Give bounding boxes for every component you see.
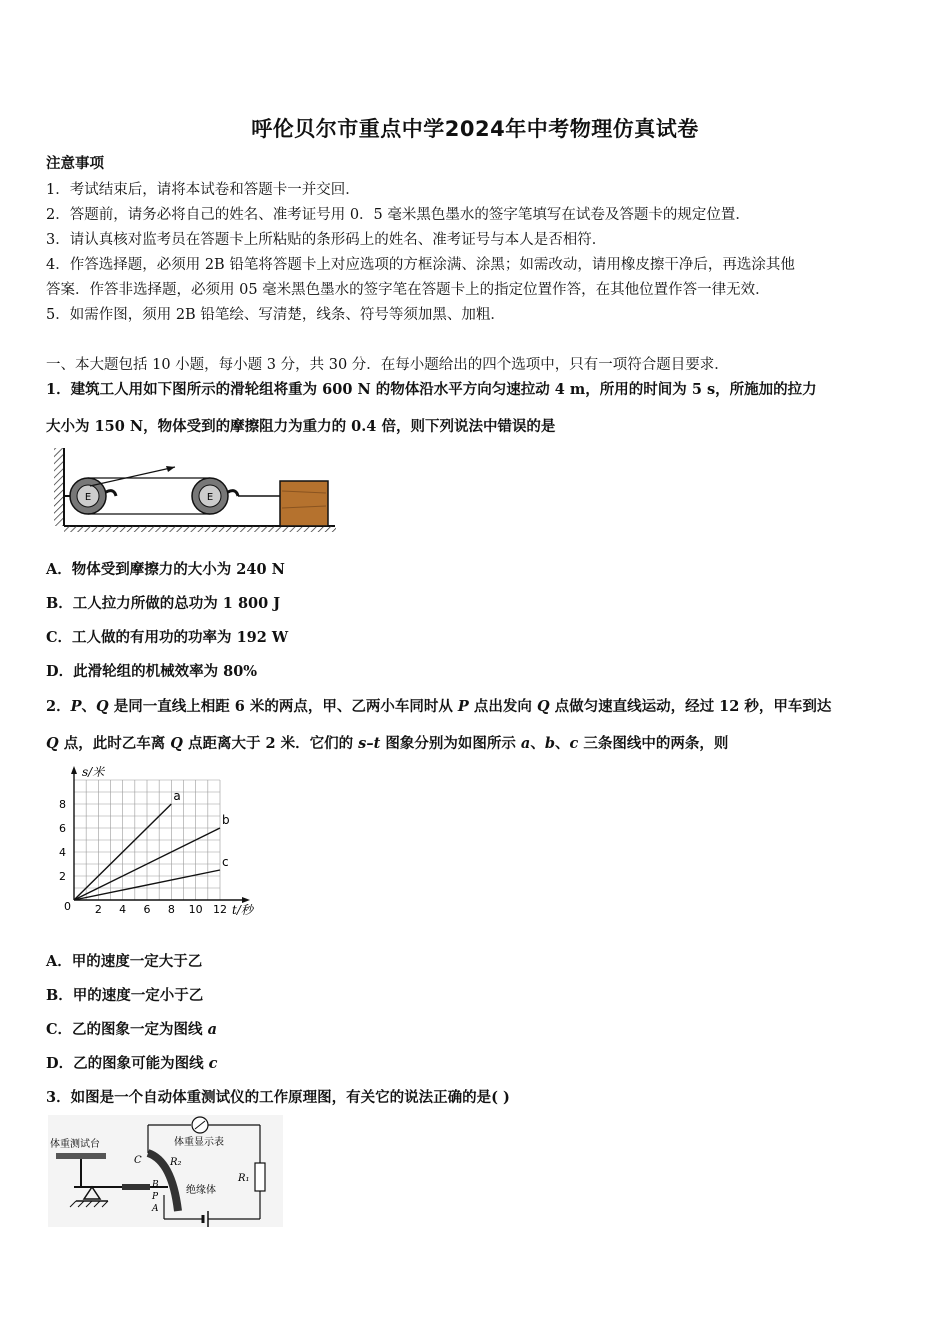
pulley-figure	[50, 446, 340, 536]
right-pulley	[192, 478, 238, 514]
q1-text-line2: 大小为 150 N，物体受到的摩擦阻力为重力的 0.4 倍，则下列说法中错误的是	[46, 418, 556, 435]
q2-option-d[interactable]: D．乙的图象可能为图线 c	[46, 1055, 218, 1072]
origin-label: 0	[64, 900, 71, 913]
pull-arrow	[90, 467, 175, 486]
notice-item-3: 3．请认真核对监考员在答题卡上所粘贴的条形码上的姓名、准考证号与本人是否相符．	[46, 232, 607, 248]
display-label: 体重显示表	[174, 1137, 224, 1148]
notice-item-4: 4．作答选择题，必须用 2B 铅笔将答题卡上对应选项的方框涂满、涂黑；如需改动，请用橡皮擦干净后，再选涂其他	[46, 257, 795, 273]
svg-text:P: P	[152, 1192, 159, 1202]
svg-text:C: C	[134, 1155, 142, 1166]
q1-option-d[interactable]: D．此滑轮组的机械效率为 80%	[46, 663, 258, 680]
series-label-b: b	[222, 813, 230, 827]
q2-option-b[interactable]: B．甲的速度一定小于乙	[46, 987, 204, 1004]
x-tick-label: 4	[119, 903, 127, 916]
q2-text-line2: Q 点，此时乙车离 Q 点距离大于 2 米．它们的 s–t 图象分别为如图所示 a、b、c 三条图线中的两条，则	[46, 735, 729, 752]
notice-heading: 注意事项	[46, 155, 104, 172]
x-tick-label: 2	[94, 903, 102, 916]
left-pulley	[70, 478, 116, 514]
st-chart	[50, 760, 260, 920]
platform-label: 体重测试台	[50, 1139, 100, 1150]
svg-text:B: B	[152, 1180, 159, 1190]
x-axis-label: t/秒	[232, 903, 253, 917]
notice-item-5: 5．如需作图，须用 2B 铅笔绘、写清楚，线条、符号等须加黑、加粗．	[46, 307, 505, 323]
q2-option-c[interactable]: C．乙的图象一定为图线 a	[46, 1021, 217, 1038]
svg-text:A: A	[152, 1204, 159, 1214]
notice-item-4-cont: 答案．作答非选择题，必须用 05 毫米黑色墨水的签字笔在答题卡上的指定位置作答，在其他位置作答一律无效．	[46, 282, 770, 298]
weight-tester-figure	[48, 1115, 283, 1227]
resistor-r1	[255, 1163, 265, 1191]
section-heading: 一、本大题包括 10 小题，每小题 3 分，共 30 分．在每小题给出的四个选项中，只有一项符合题目要求．	[46, 357, 729, 373]
insulator-label: 绝缘体	[186, 1185, 216, 1196]
svg-text:E: E	[84, 492, 92, 503]
x-tick-label: 8	[167, 903, 175, 916]
series-label-a: a	[173, 789, 181, 803]
wooden-block	[280, 481, 328, 526]
notice-item-2: 2．答题前，请务必将自己的姓名、准考证号用 0．5 毫米黑色墨水的签字笔填写在试卷及答题卡的规定位置．	[46, 207, 750, 223]
wall	[54, 448, 64, 526]
notice-item-1: 1．考试结束后，请将本试卷和答题卡一并交回．	[46, 182, 360, 198]
page-title: 呼伦贝尔市重点中学2024年中考物理仿真试卷	[251, 117, 699, 141]
series-label-c: c	[222, 855, 229, 869]
x-tick-label: 12	[213, 903, 227, 916]
q2-option-a[interactable]: A．甲的速度一定大于乙	[46, 953, 203, 970]
x-tick-label: 6	[143, 903, 151, 916]
q1-option-c[interactable]: C．工人做的有用功的功率为 192 W	[46, 629, 289, 646]
svg-text:E: E	[206, 492, 214, 503]
platform-plate	[56, 1153, 106, 1159]
y-axis-label: s/米	[82, 765, 105, 779]
svg-text:R₂: R₂	[170, 1157, 182, 1168]
y-tick-label: 4	[59, 846, 66, 859]
x-tick-label: 10	[188, 903, 203, 916]
svg-text:R₁: R₁	[238, 1173, 250, 1184]
q1-option-a[interactable]: A．物体受到摩擦力的大小为 240 N	[46, 561, 285, 578]
q1-text-line1: 1．建筑工人用如下图所示的滑轮组将重为 600 N 的物体沿水平方向匀速拉动 4 m，所用的时间为 5 s，所施加的拉力	[46, 381, 817, 398]
q1-option-b[interactable]: B．工人拉力所做的总功为 1 800 J	[46, 595, 281, 612]
q3-text-line1: 3．如图是一个自动体重测试仪的工作原理图，有关它的说法正确的是( )	[46, 1089, 510, 1106]
y-tick-label: 8	[59, 798, 66, 811]
y-tick-label: 2	[59, 870, 66, 883]
q2-text-line1: 2．P、Q 是同一直线上相距 6 米的两点，甲、乙两小车同时从 P 点出发向 Q 点做匀速直线运动，经过 12 秒，甲车到达	[46, 698, 832, 715]
y-axis-arrow	[71, 766, 77, 774]
y-tick-label: 6	[59, 822, 66, 835]
